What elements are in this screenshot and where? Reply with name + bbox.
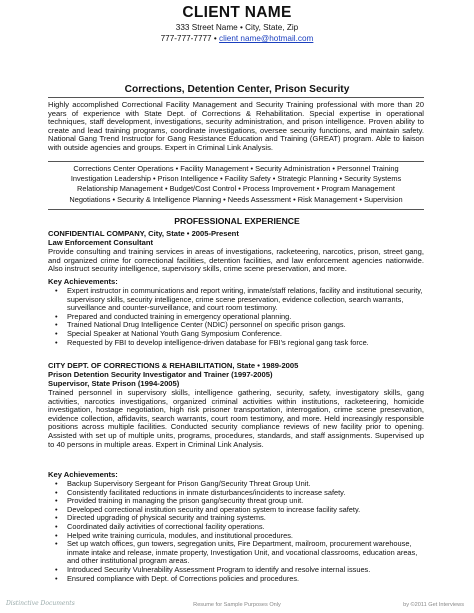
list-item: • Consistently facilitated reductions in inmate disturbances/incidents to increase safety. <box>48 489 424 498</box>
list-item: • Developed correctional institution security and operation system to increase facility safety. <box>48 506 424 515</box>
key-achievements-label: Key Achievements: <box>48 277 118 286</box>
contact-line <box>0 34 474 43</box>
logo: Distinctive Documents <box>6 600 75 607</box>
job-title: Prison Detention Security Investigator and Trainer (1997-2005) <box>48 370 273 379</box>
list-item: • Ensured compliance with Dept. of Corrections policies and procedures. <box>48 575 424 584</box>
skills-line: Negotiations • Security & Intelligence Planning • Needs Assessment • Risk Management • Supervision <box>69 194 403 204</box>
key-achievements-label: Key Achievements: <box>48 470 118 479</box>
experience-heading: PROFESSIONAL EXPERIENCE <box>174 216 300 226</box>
list-item: • Helped write training curricula, modules, and institutional procedures. <box>48 532 424 541</box>
footer-center: Resume for Sample Purposes Only <box>193 602 281 608</box>
footer-right: by ©2011 Get Interviews <box>403 602 464 608</box>
list-item: • Backup Supervisory Sergeant for Prison Gang/Security Threat Group Unit. <box>48 480 424 489</box>
address-line: 333 Street Name • City, State, Zip <box>175 23 299 32</box>
phone-number: 777-777-7777 • <box>160 34 217 43</box>
job-description: Trained personnel in supervisory skills, intelligence gathering, security, safety, investigatory skills, gang activities, narcotics investigations, organized criminal activities within institutions, racketeering, homicide investigation, hostage negotiation, high risk prisoner transportation, interrogation, crime scene preservation, evidence collection, affidavits, search warrants, court room testimony, and more. Held increasingly responsible positions across multiple facilities. Conducted security compliance reviews of new facility prior to opening. Assisted with set up of multiple units, programs, procedures, standards, and staff assignments. Supervised up to 40 persons in multiple areas. Expert in Criminal Link Analysis. <box>48 388 424 449</box>
list-item: • Prepared and conducted training in emergency operational planning. <box>48 313 424 322</box>
client-name: CLIENT NAME <box>182 4 292 21</box>
achievements-list <box>48 480 424 583</box>
list-item: • Trained National Drug Intelligence Center (NDIC) personnel on specific prison gangs. <box>48 321 424 330</box>
list-item: • Coordinated daily activities of correctional facility operations. <box>48 523 424 532</box>
headline: Corrections, Detention Center, Prison Security <box>124 84 350 95</box>
email-link[interactable]: client name@hotmail.com <box>219 34 314 43</box>
job-company: CITY DEPT. OF CORRECTIONS & REHABILITATION, State • 1989-2005 <box>48 361 299 370</box>
achievements-list <box>48 287 424 347</box>
list-item: • Introduced Security Vulnerability Assessment Program to identify and resolve internal issues. <box>48 566 424 575</box>
list-item: • Directed upgrading of physical security and training systems. <box>48 514 424 523</box>
job-title: Law Enforcement Consultant <box>48 238 154 247</box>
list-item: • Special Speaker at National Youth Gang Symposium Conference. <box>48 330 424 339</box>
skills-line: Relationship Management • Budget/Cost Control • Process Improvement • Program Management <box>77 184 395 194</box>
job-title: Supervisor, State Prison (1994-2005) <box>48 379 180 388</box>
list-item: • Expert instructor in communications and report writing, inmate/staff relations, facility and institutional security, supervisory skills, security intelligence, crime scene preservation, evidence collection, search warrants, surveillance and counter-surveillance, and court room testimony. <box>48 287 424 313</box>
divider <box>48 97 424 98</box>
skills-line: Corrections Center Operations • Facility Management • Security Administration • Personnel Training <box>73 164 399 173</box>
list-item: • Provided training in managing the prison gang/security threat group unit. <box>48 497 424 506</box>
divider <box>48 161 424 162</box>
list-item: • Requested by FBI to develop intelligence-driven database for FBI's regional gang task force. <box>48 339 424 348</box>
skills-line: Investigation Leadership • Prison Intelligence • Facility Safety • Strategic Planning • Security Systems <box>70 174 402 184</box>
summary-paragraph: Highly accomplished Correctional Facility Management and Security Training professional with more than 20 years of experience with State Dept. of Corrections & Rehabilitation. Special expertise in operational techniques, staff development, investigations, security administration, and prison intelligence. Proven ability to create and lead training programs, coordinate investigations, oversee security functions, and maintain safety. National Gang Trend Instructor for Gang Resistance Education and Training (GREAT) program. Able to liaison with outside agencies and groups. Expert in Criminal Link Analysis. <box>48 100 424 152</box>
job-company: CONFIDENTIAL COMPANY, City, State • 2005-Present <box>48 229 239 238</box>
divider <box>48 209 424 210</box>
skills-block <box>48 164 424 205</box>
job-description: Provide consulting and training services in areas of investigations, racketeering, narcotics, prison, street gang, and organized crime for correctional facilities, detention facilities, and law enforcement agencies nationwide. Also instruct security intelligence, supervisory skills, crime scene preservation, and more. <box>48 247 424 274</box>
list-item: • Set up watch offices, gun towers, segregation units, Fire Department, mailroom, procurement warehouse, inmate intake and release, inmate property, Investigation Unit, and vocational classrooms, education areas, and other institutional program areas. <box>48 540 424 566</box>
